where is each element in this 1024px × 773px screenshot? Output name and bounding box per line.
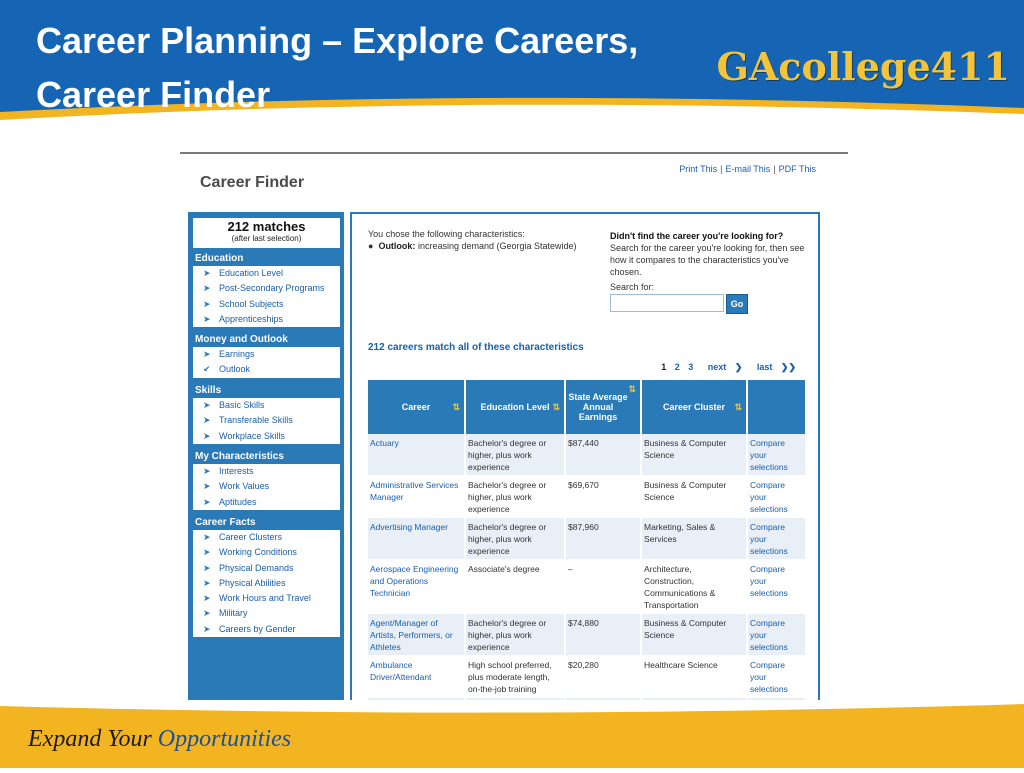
next-link[interactable] (702, 362, 743, 372)
results-panel (350, 212, 820, 704)
career-link[interactable]: Ambulance Driver/Attendant (368, 656, 465, 698)
earnings-cell: $87,960 (565, 518, 641, 560)
education-cell: Bachelor's degree or higher, plus work experience (465, 614, 565, 656)
slide-title (36, 14, 736, 122)
sidebar-section-money-outlook (193, 333, 340, 378)
page-title: Career Finder (200, 174, 305, 191)
double-chevron-right-icon: ❯❯ (780, 362, 796, 372)
arrow-right-icon: ➤ (203, 268, 211, 278)
arrow-right-icon: ➤ (203, 313, 211, 324)
arrow-right-icon: ➤ (203, 298, 211, 309)
arrow-right-icon: ➤ (203, 400, 211, 410)
matches-box (193, 218, 340, 248)
sidebar-item-label: Earnings (219, 349, 255, 359)
table-header-row (368, 380, 806, 434)
sidebar-section-career-facts (193, 516, 340, 637)
page-2-link[interactable]: 2 (674, 362, 680, 372)
pdf-link[interactable]: PDF This (778, 164, 816, 174)
col-header-earnings[interactable] (565, 380, 641, 434)
education-cell: High school preferred, plus moderate length, on-the-job training (465, 656, 565, 698)
compare-link[interactable]: Compare your selections (747, 476, 806, 518)
arrow-right-icon: ➤ (203, 547, 211, 558)
compare-link[interactable]: Compare your selections (747, 518, 806, 560)
sidebar-item-physical-abilities[interactable] (193, 576, 340, 591)
matches-subtitle: (after last selection) (231, 234, 302, 243)
table-row (368, 476, 806, 518)
arrow-right-icon: ➤ (203, 593, 211, 604)
sidebar-section-heading: Skills (195, 385, 222, 396)
print-link[interactable]: Print This (679, 164, 718, 174)
sidebar-item-label: Transferable Skills (219, 415, 293, 426)
sidebar-item-work-values[interactable] (193, 479, 340, 494)
arrow-right-icon: ➤ (203, 349, 211, 359)
sidebar-section-education (193, 252, 340, 327)
chosen-intro: You chose the following characteristics: (368, 229, 525, 239)
utility-links (679, 164, 816, 174)
col-header-compare (747, 380, 806, 434)
chosen-label: Outlook: (378, 241, 416, 251)
earnings-cell: $87,440 (565, 434, 641, 476)
search-label: Search for: (610, 282, 655, 292)
sidebar-item-label: Physical Abilities (219, 577, 286, 588)
email-link[interactable]: E-mail This (725, 164, 771, 174)
chosen-item (368, 240, 577, 252)
search-input[interactable] (610, 294, 724, 312)
last-link[interactable] (751, 362, 796, 372)
sidebar-section-heading: Career Facts (195, 517, 256, 528)
chevron-right-icon: ❯ (734, 362, 743, 372)
last-label: last (756, 362, 773, 372)
search-prompt (610, 230, 810, 278)
results-table (368, 380, 807, 716)
chosen-value: increasing demand (Georgia Statewide) (417, 241, 577, 251)
sidebar-item-label: Apprenticeships (219, 313, 284, 324)
table-row (368, 518, 806, 560)
sidebar-item-label: Basic Skills (219, 400, 265, 410)
sidebar-item-label: Interests (219, 466, 254, 476)
col-header-education[interactable] (465, 380, 565, 434)
cluster-cell: Business & Computer Science (641, 476, 747, 518)
col-header-label: State Average Annual Earnings (568, 392, 628, 422)
arrow-right-icon: ➤ (203, 415, 211, 426)
career-link[interactable]: Administrative Services Manager (368, 476, 465, 518)
career-link[interactable]: Advertising Manager (368, 518, 465, 560)
sidebar-item-work-hours-travel[interactable] (193, 591, 340, 606)
sidebar-item-label: Education Level (219, 268, 284, 278)
sidebar-item-label: Work Values (219, 481, 270, 492)
career-link[interactable]: Aerospace Engineering and Operations Technician (368, 560, 465, 614)
table-row (368, 560, 806, 614)
sidebar-section-heading: My Characteristics (195, 451, 284, 462)
sidebar-item-military[interactable] (193, 606, 340, 621)
col-header-cluster[interactable] (641, 380, 747, 434)
go-button[interactable]: Go (726, 294, 748, 314)
sidebar-section-heading: Education (195, 253, 244, 264)
arrow-right-icon: ➤ (203, 283, 211, 294)
sidebar-item-outlook[interactable] (193, 362, 340, 377)
matches-count: 212 matches (227, 219, 306, 234)
sidebar-section-heading: Money and Outlook (195, 334, 288, 345)
education-cell: Bachelor's degree or higher, plus work experience (465, 476, 565, 518)
gacollege411-logo: GAcollege411 (716, 44, 1010, 89)
slide-title-line1: Career Planning – Explore Careers, (36, 20, 639, 61)
sidebar-item-label: Work Hours and Travel (219, 593, 311, 604)
cluster-cell: Marketing, Sales & Services (641, 518, 747, 560)
cluster-cell: Business & Computer Science (641, 614, 747, 656)
sort-icon: ⇅ (734, 402, 742, 412)
sidebar-item-school-subjects[interactable] (193, 297, 340, 312)
career-link[interactable]: Actuary (368, 434, 465, 476)
page-1-link[interactable]: 1 (661, 362, 667, 372)
arrow-right-icon: ➤ (203, 623, 211, 634)
checkmark-icon: ✔ (203, 364, 211, 375)
table-row (368, 656, 806, 698)
sidebar-item-interests[interactable] (193, 464, 340, 479)
tagline-part1: Expand Your (28, 726, 152, 752)
arrow-right-icon: ➤ (203, 481, 211, 492)
table-row (368, 434, 806, 476)
match-count-heading: 212 careers match all of these characteristics (368, 342, 584, 353)
sidebar-item-label: Post-Secondary Programs (219, 283, 325, 294)
col-header-label: Education Level (480, 402, 550, 412)
sidebar-item-basic-skills[interactable] (193, 398, 340, 413)
pagination (655, 362, 796, 373)
tagline (28, 726, 291, 753)
compare-link[interactable]: Compare your selections (747, 614, 806, 656)
earnings-cell: $20,280 (565, 656, 641, 698)
cluster-cell: Healthcare Science (641, 656, 747, 698)
arrow-right-icon: ➤ (203, 577, 211, 588)
sidebar-item-workplace-skills[interactable] (193, 429, 340, 444)
link-separator: | (773, 164, 776, 174)
compare-link[interactable]: Compare your selections (747, 560, 806, 614)
sidebar-item-post-secondary[interactable] (193, 281, 340, 296)
tagline-part2: Opportunities (157, 726, 292, 752)
arrow-right-icon: ➤ (203, 532, 211, 542)
search-prompt-body: Search for the career you're looking for, then see how it compares to the characteristics you've chosen. (610, 243, 805, 277)
sidebar (188, 212, 344, 700)
sidebar-section-my-characteristics (193, 450, 340, 510)
career-finder-screenshot (180, 152, 848, 700)
next-label: next (707, 362, 727, 372)
link-separator: | (720, 164, 723, 174)
page-3-link[interactable]: 3 (688, 362, 694, 372)
sidebar-item-earnings[interactable] (193, 347, 340, 362)
search-prompt-title: Didn't find the career you're looking for? (610, 231, 784, 241)
sidebar-item-label: School Subjects (219, 298, 284, 309)
sidebar-item-careers-by-gender[interactable] (193, 622, 340, 637)
sidebar-item-label: Working Conditions (219, 547, 297, 558)
arrow-right-icon: ➤ (203, 430, 211, 441)
sidebar-item-label: Career Clusters (219, 532, 283, 542)
sidebar-item-label: Outlook (219, 364, 251, 375)
col-header-label: Career Cluster (662, 402, 726, 412)
earnings-cell: $74,880 (565, 614, 641, 656)
education-cell: Bachelor's degree or higher, plus work experience (465, 434, 565, 476)
sidebar-section-skills (193, 384, 340, 444)
sidebar-item-aptitudes[interactable] (193, 495, 340, 510)
slide-title-line2: Career Finder (36, 74, 271, 115)
sidebar-item-working-conditions[interactable] (193, 545, 340, 560)
education-cell: Bachelor's degree or higher, plus work experience (465, 518, 565, 560)
top-divider (180, 152, 848, 154)
arrow-right-icon: ➤ (203, 466, 211, 476)
earnings-cell: $69,670 (565, 476, 641, 518)
compare-link[interactable]: Compare your selections (747, 434, 806, 476)
sort-icon: ⇅ (452, 402, 460, 412)
chosen-characteristics (368, 228, 577, 252)
compare-link[interactable]: Compare your selections (747, 656, 806, 698)
sidebar-item-education-level[interactable] (193, 266, 340, 281)
col-header-label: Career (401, 402, 431, 412)
arrow-right-icon: ➤ (203, 562, 211, 573)
cluster-cell: Architecture, Construction, Communications & Transportation (641, 560, 747, 614)
sidebar-item-label: Workplace Skills (219, 430, 285, 441)
sidebar-item-label: Aptitudes (219, 496, 257, 507)
sidebar-item-label: Military (219, 608, 248, 619)
career-link[interactable]: Agent/Manager of Artists, Performers, or Athletes (368, 614, 465, 656)
sort-icon: ⇅ (552, 402, 560, 412)
sidebar-item-label: Physical Demands (219, 562, 294, 573)
sort-icon: ⇅ (628, 384, 636, 394)
bullet-icon: ● (368, 241, 379, 251)
arrow-right-icon: ➤ (203, 496, 211, 507)
sidebar-item-label: Careers by Gender (219, 623, 296, 634)
earnings-cell: – (565, 560, 641, 614)
sidebar-item-apprenticeships[interactable] (193, 312, 340, 327)
sidebar-item-transferable-skills[interactable] (193, 413, 340, 428)
col-header-career[interactable] (368, 380, 465, 434)
table-row (368, 614, 806, 656)
cluster-cell: Business & Computer Science (641, 434, 747, 476)
education-cell: Associate's degree (465, 560, 565, 614)
sidebar-item-career-clusters[interactable] (193, 530, 340, 545)
sidebar-item-physical-demands[interactable] (193, 561, 340, 576)
arrow-right-icon: ➤ (203, 608, 211, 619)
